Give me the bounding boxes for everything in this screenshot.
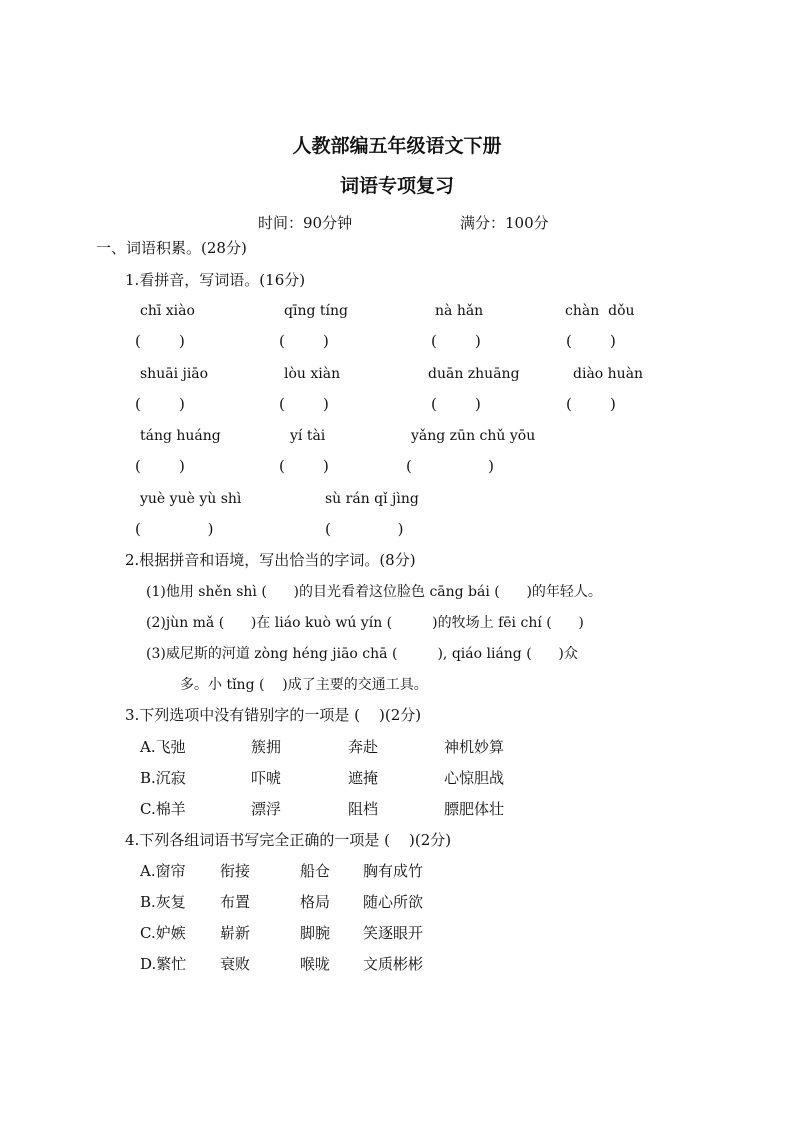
q4-word: 喉咙 — [300, 955, 331, 973]
q1-answer-blank[interactable]: ( ) — [279, 332, 329, 350]
q2-prompt: 2.根据拼音和语境，写出恰当的字词。(8分) — [125, 551, 416, 569]
q2-line: 多。小 tǐng ( )成了主要的交通工具。 — [180, 677, 428, 693]
q1-answer-blank[interactable]: ( ) — [135, 395, 185, 413]
q1-pinyin: yí tài — [290, 428, 326, 444]
q4-word: 格局 — [300, 893, 331, 911]
q2-line: (2)jùn mǎ ( )在 liáo kuò wú yín ( )的牧场上 fēi chí ( ) — [146, 615, 584, 631]
q1-answer-blank[interactable]: ( ) — [431, 332, 481, 350]
q4-word: 文质彬彬 — [363, 955, 424, 973]
q4-word: 船仓 — [300, 862, 331, 880]
q2-line: (1)他用 shěn shì ( )的目光看着这位脸色 cāng bái ( )的年轻人。 — [146, 584, 602, 600]
q1-pinyin: chàn dǒu — [565, 303, 635, 319]
q1-pinyin: yǎng zūn chǔ yōu — [411, 428, 536, 444]
q3-word: 簇拥 — [251, 738, 282, 756]
q4-word: 胸有成竹 — [363, 862, 424, 880]
q3-option[interactable]: A.飞弛 — [140, 738, 186, 756]
q4-word: 衰败 — [220, 955, 251, 973]
q3-option[interactable]: C.棉羊 — [140, 800, 186, 818]
q1-pinyin: lòu xiàn — [284, 366, 341, 382]
q1-pinyin: diào huàn — [573, 366, 644, 382]
q4-word: 崭新 — [220, 924, 251, 942]
q3-word: 遮掩 — [348, 769, 379, 787]
q1-pinyin: qīng tíng — [284, 303, 348, 319]
q4-word: 脚腕 — [300, 924, 331, 942]
q1-pinyin: chī xiào — [140, 303, 195, 319]
exam-time: 时间：90分钟 — [258, 214, 353, 232]
q3-word: 漂浮 — [251, 800, 282, 818]
q3-prompt: 3.下列选项中没有错别字的一项是 ( )(2分) — [125, 706, 422, 724]
page-subtitle: 词语专项复习 — [339, 175, 454, 197]
q1-pinyin: duān zhuāng — [428, 366, 520, 382]
exam-full-score: 满分：100分 — [460, 214, 549, 232]
q4-word: 衔接 — [220, 862, 251, 880]
q1-pinyin: nà hǎn — [435, 303, 484, 319]
q1-answer-blank[interactable]: ( ) — [135, 332, 185, 350]
page-title: 人教部编五年级语文下册 — [292, 135, 502, 157]
q3-word: 神机妙算 — [444, 738, 505, 756]
q1-pinyin: sù rán qǐ jìng — [325, 491, 419, 507]
q3-option[interactable]: B.沉寂 — [140, 769, 186, 787]
q4-word: 随心所欲 — [363, 893, 424, 911]
q1-answer-blank[interactable]: ( ) — [135, 457, 185, 475]
q1-answer-blank[interactable]: ( ) — [279, 457, 329, 475]
q4-word: 布置 — [220, 893, 251, 911]
section-heading: 一、词语积累。(28分) — [96, 239, 247, 257]
q1-answer-blank[interactable]: ( ) — [406, 457, 494, 475]
q2-line: (3)威尼斯的河道 zòng héng jiāo chā ( ), qiáo liáng ( )众 — [146, 646, 578, 662]
q4-prompt: 4.下列各组词语书写完全正确的一项是 ( )(2分) — [125, 831, 452, 849]
q4-option[interactable]: B.灰复 — [140, 893, 186, 911]
q1-answer-blank[interactable]: ( ) — [431, 395, 481, 413]
q1-prompt: 1.看拼音，写词语。(16分) — [125, 271, 306, 289]
q1-answer-blank[interactable]: ( ) — [325, 520, 404, 538]
q4-option[interactable]: C.妒嫉 — [140, 924, 186, 942]
q4-option[interactable]: A.窗帘 — [140, 862, 186, 880]
q1-pinyin: yuè yuè yù shì — [140, 491, 242, 507]
q3-word: 心惊胆战 — [444, 769, 505, 787]
q1-pinyin: táng huáng — [140, 428, 221, 444]
q4-option[interactable]: D.繁忙 — [140, 955, 187, 973]
q3-word: 阻档 — [348, 800, 379, 818]
q1-answer-blank[interactable]: ( ) — [135, 520, 214, 538]
q1-answer-blank[interactable]: ( ) — [279, 395, 329, 413]
q3-word: 膘肥体壮 — [444, 800, 505, 818]
q3-word: 吓唬 — [251, 769, 282, 787]
q4-word: 笑逐眼开 — [363, 924, 424, 942]
q1-answer-blank[interactable]: ( ) — [566, 395, 616, 413]
q3-word: 奔赴 — [348, 738, 379, 756]
q1-pinyin: shuāi jiāo — [140, 366, 209, 382]
q1-answer-blank[interactable]: ( ) — [566, 332, 616, 350]
